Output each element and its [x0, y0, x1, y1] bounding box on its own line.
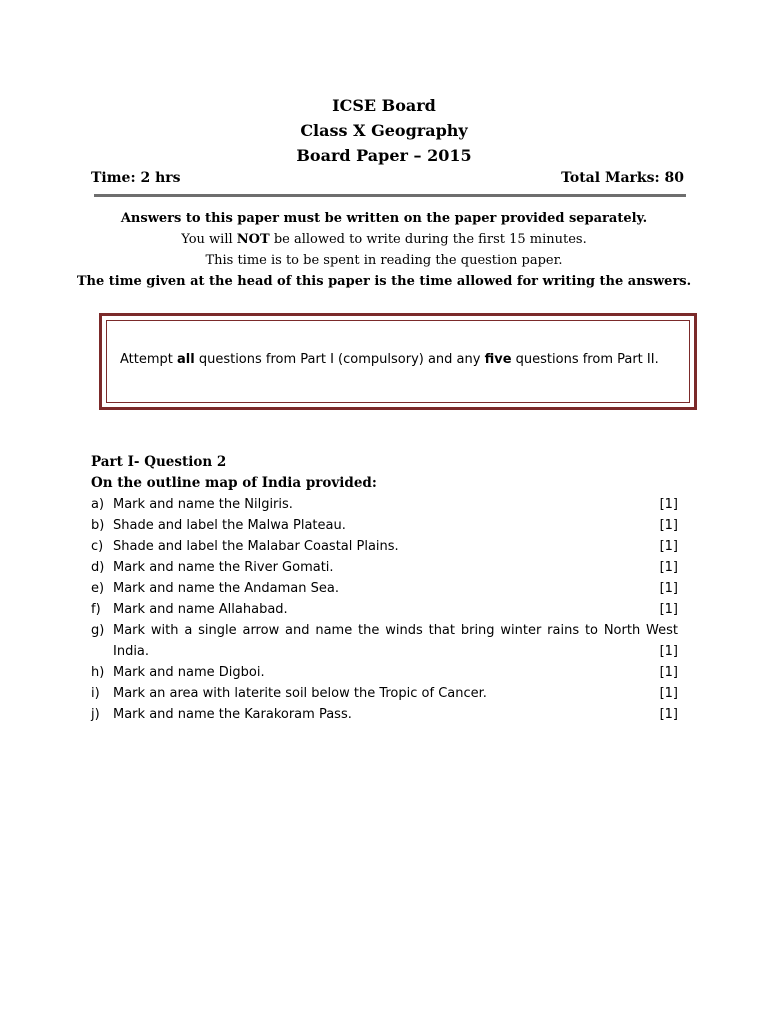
question-label: e)	[91, 581, 105, 596]
question-label: b)	[91, 518, 105, 533]
question-label: h)	[91, 665, 105, 680]
part-subheading: On the outline map of India provided:	[91, 475, 377, 491]
question-text: Mark and name the Karakoram Pass.	[113, 707, 352, 722]
header-divider	[94, 194, 686, 197]
question-text: Shade and label the Malwa Plateau.	[113, 518, 346, 533]
notice-bold-five: five	[484, 352, 512, 367]
question-text: Mark and name Allahabad.	[113, 602, 288, 617]
question-marks: [1]	[659, 665, 678, 680]
question-label: a)	[91, 497, 105, 512]
question-text: Mark with a single arrow and name the winds that bring winter rains to North West India.	[113, 623, 678, 659]
question-marks: [1]	[659, 644, 678, 659]
question-marks: [1]	[659, 497, 678, 512]
instruction-2-post: be allowed to write during the first 15 minutes.	[269, 232, 587, 247]
question-marks: [1]	[659, 539, 678, 554]
question-text: Mark and name Digboi.	[113, 665, 265, 680]
notice-post: questions from Part II.	[511, 352, 659, 367]
question-marks: [1]	[659, 707, 678, 722]
question-label: d)	[91, 560, 105, 575]
question-text: Mark and name the River Gomati.	[113, 560, 334, 575]
notice-mid: questions from Part I (compulsory) and any	[194, 352, 485, 367]
question-text: Mark an area with laterite soil below the Tropic of Cancer.	[113, 686, 487, 701]
time-label: Time: 2 hrs	[91, 170, 181, 186]
question-text: Mark and name the Andaman Sea.	[113, 581, 339, 596]
question-marks: [1]	[659, 602, 678, 617]
paper-title: Board Paper – 2015	[296, 146, 472, 165]
subject-title: Class X Geography	[300, 121, 468, 140]
question-label: g)	[91, 623, 105, 638]
instruction-2-pre: You will	[181, 232, 237, 247]
meta-row	[91, 170, 684, 186]
question-text: Mark and name the Nilgiris.	[113, 497, 293, 512]
part-heading: Part I- Question 2	[91, 454, 227, 470]
question-marks: [1]	[659, 518, 678, 533]
question-marks: [1]	[659, 581, 678, 596]
instruction-4: The time given at the head of this paper is the time allowed for writing the answers.	[76, 274, 692, 289]
total-marks-label: Total Marks: 80	[561, 170, 684, 186]
notice-bold-all: all	[177, 352, 195, 367]
instruction-3: This time is to be spent in reading the question paper.	[205, 253, 563, 268]
instruction-2-bold: NOT	[236, 232, 270, 247]
question-label: j)	[91, 707, 100, 722]
question-label: f)	[91, 602, 101, 617]
question-marks: [1]	[659, 560, 678, 575]
question-label: i)	[91, 686, 100, 701]
notice-text	[120, 352, 659, 367]
board-title: ICSE Board	[332, 96, 436, 115]
notice-pre: Attempt	[120, 352, 178, 367]
question-marks: [1]	[659, 686, 678, 701]
question-text: Shade and label the Malabar Coastal Plains.	[113, 539, 399, 554]
instruction-1: Answers to this paper must be written on the paper provided separately.	[120, 211, 648, 226]
question-label: c)	[91, 539, 104, 554]
instruction-2	[0, 232, 768, 247]
